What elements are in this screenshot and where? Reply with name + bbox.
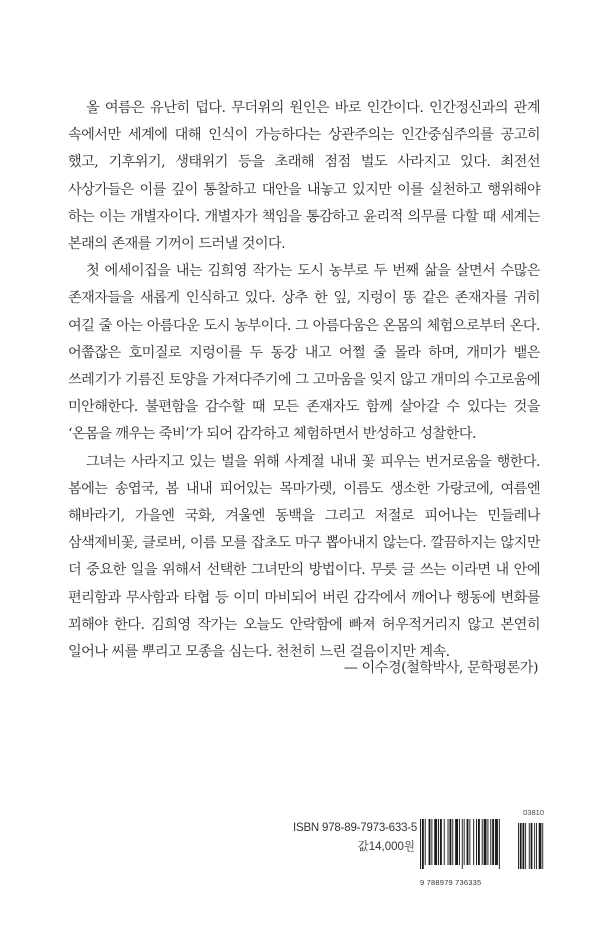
- barcode-bar: [464, 819, 465, 865]
- barcode-addon-bar: [539, 823, 542, 869]
- barcode-bar: [431, 819, 432, 865]
- barcode-addon-code: 03810: [523, 808, 544, 817]
- barcode-addon-bar: [536, 823, 537, 869]
- barcode-bars: [420, 819, 544, 877]
- price-label: 값14,000원: [357, 841, 415, 853]
- barcode-bar: [455, 819, 458, 865]
- barcode-bar: [478, 819, 480, 865]
- review-paragraph-2: 첫 에세이집을 내는 김희영 작가는 도시 농부로 두 번째 삶을 살면서 수많은 존재자들을 새롭게 인식하고 있다. 상추 한 잎, 지렁이 똥 같은 존재자를 귀히 여길 줄 아는 아름다운 도시 농부이다. 그 아름다움은 온몸의 체험으로부터 온다. 어쭙잖은 호미질로 지렁이를 두 동강 내고 어쩔 줄 몰라 하며, 개미가 뱉은 쓰레기가 기름진 토양을 가져다주기에 그 고마움을 잊지 않고 개미의 수고로움에 미안해한다. 불편함을 감수할 때 모든 존재자도 함께 살아갈 수 있다는 것을 ‘온몸을 깨우는 죽비’가 되어 감각하고 체험하면서 반성하고 성찰한다.: [68, 263, 540, 443]
- barcode-bar: [473, 819, 474, 865]
- barcode-bar: [449, 819, 451, 865]
- barcode-addon-bar: [542, 823, 543, 869]
- barcode-bar: [440, 819, 442, 865]
- barcode-addon-bar: [523, 823, 525, 869]
- barcode-bar: [499, 819, 500, 869]
- isbn-number: ISBN 978-89-7973-633-5: [293, 822, 418, 834]
- barcode-bar: [420, 819, 421, 869]
- barcode-bar: [482, 819, 483, 865]
- isbn-block: [293, 822, 418, 854]
- barcode-bar: [459, 819, 460, 865]
- barcode-bar: [462, 819, 463, 869]
- barcode-addon-bar: [520, 823, 522, 869]
- barcode-bar: [434, 819, 437, 865]
- barcode-bar: [429, 819, 431, 865]
- barcode-bar: [484, 819, 487, 865]
- barcode-bar: [469, 819, 470, 865]
- reviewer-signature: — 이수경(철학박사, 문학평론가): [343, 660, 538, 676]
- barcode: [420, 808, 544, 886]
- barcode-addon-bar: [531, 823, 533, 869]
- barcode-bar: [448, 819, 449, 865]
- barcode-addon-bar: [525, 823, 526, 869]
- barcode-bar: [425, 819, 426, 865]
- barcode-bar: [467, 819, 469, 865]
- barcode-bar: [452, 819, 453, 865]
- barcode-bar: [487, 819, 488, 865]
- barcode-digits: 9 788979 736335: [420, 878, 482, 887]
- barcode-bar: [490, 819, 491, 865]
- barcode-bar: [422, 819, 424, 869]
- review-paragraph-1: 올 여름은 유난히 덥다. 무더위의 원인은 바로 인간이다. 인간정신과의 관계 속에서만 세계에 대해 인식이 가능하다는 상관주의는 인간중심주의를 공고히 했고, 기후위기, 생태위기 등을 초래해 점점 벌도 사라지고 있다. 최전선 사상가들은 이를 깊이 통찰하고 대안을 내놓고 있지만 이를 실천하고 행위해야 하는 이는 개별자이다. 개별자가 책임을 통감하고 윤리적 의무를 다할 때 세계는 본래의 존재를 기꺼이 드러낼 것이다.: [68, 100, 540, 253]
- barcode-bar: [476, 819, 477, 865]
- barcode-bar: [492, 819, 494, 865]
- barcode-bar: [444, 819, 445, 865]
- barcode-addon-bar: [534, 823, 535, 869]
- barcode-addon-bar: [529, 823, 530, 869]
- barcode-addon-bar: [518, 823, 519, 869]
- barcode-bar: [438, 819, 439, 865]
- review-text: [68, 95, 540, 666]
- barcode-bar: [495, 819, 498, 865]
- review-paragraph-3: 그녀는 사라지고 있는 벌을 위해 사계절 내내 꽃 피우는 번거로움을 행한다. 봄에는 송엽국, 봄 내내 피어있는 목마가렛, 이름도 생소한 가랑코에, 여름엔 해바라기, 가을엔 국화, 겨울엔 동백을 그리고 저절로 피어나는 민들레나 삼색제비꽃, 클로버, 이름 모를 잡초도 마구 뽑아내지 않는다. 깔끔하지는 않지만 더 중요한 일을 위해서 선택한 그녀만의 방법이다. 무릇 글 쓰는 이라면 내 안에 편리함과 무사함과 타협 등 이미 마비되어 버린 감각에서 깨어나 행동에 변화를 꾀해야 한다. 김희영 작가는 오늘도 안락함에 빠져 허우적거리지 않고 본연히 일어나 씨를 뿌리고 모종을 심는다. 천천히 느린 걸음이지만 계속.: [68, 453, 540, 661]
